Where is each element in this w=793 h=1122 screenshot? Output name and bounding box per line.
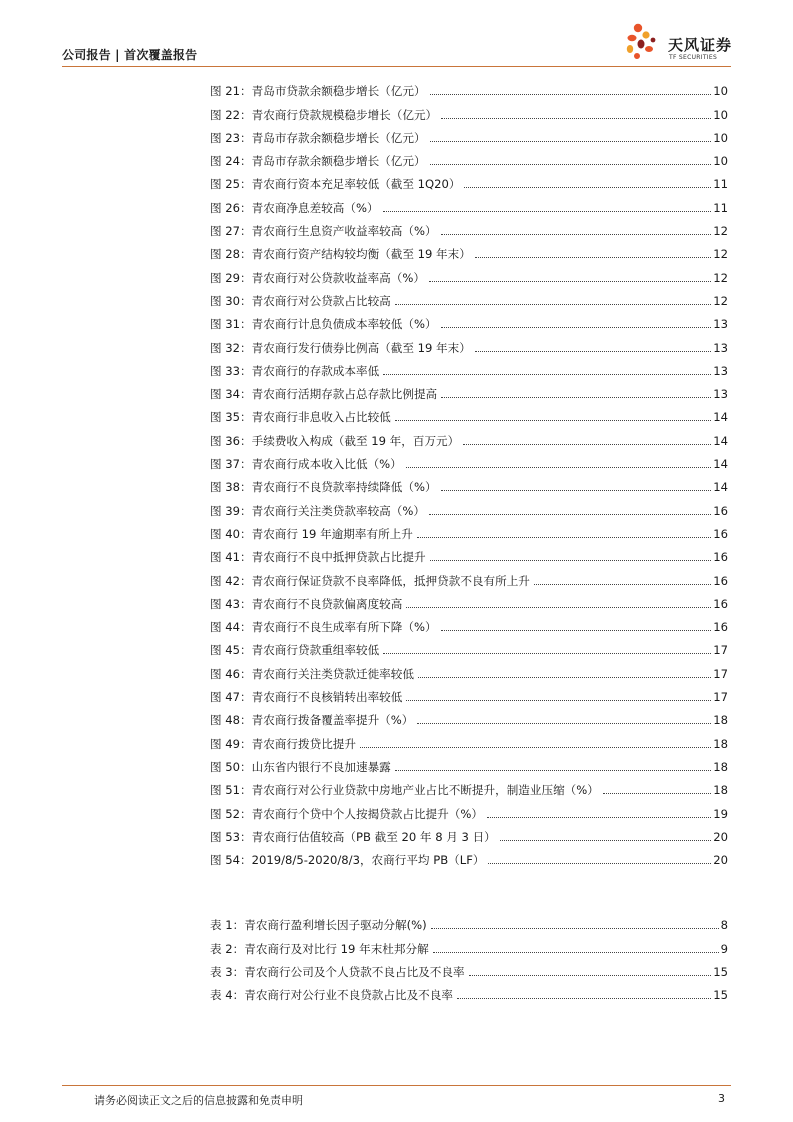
toc-dot-leader bbox=[603, 793, 711, 794]
toc-entry-page: 15 bbox=[713, 964, 728, 979]
toc-entry-label: 图 48：青农商行拨备覆盖率提升（%） bbox=[210, 713, 414, 728]
figure-toc-entry[interactable] bbox=[210, 332, 728, 355]
toc-entry-page: 10 bbox=[713, 154, 728, 169]
toc-dot-leader bbox=[430, 141, 712, 142]
toc-entry-label: 图 42：青农商行保证贷款不良率降低，抵押贷款不良有所上升 bbox=[210, 573, 530, 588]
toc-dot-leader bbox=[430, 164, 712, 165]
toc-entry-page: 13 bbox=[713, 387, 728, 402]
brand-name-en: TF SECURITIES bbox=[669, 54, 718, 61]
toc-entry-label: 表 3：青农商行公司及个人贷款不良占比及不良率 bbox=[210, 964, 465, 979]
toc-dot-leader bbox=[441, 490, 712, 491]
toc-dot-leader bbox=[431, 928, 719, 929]
toc-entry-label: 图 53：青农商行估值较高（PB 截至 20 年 8 月 3 日） bbox=[210, 829, 496, 844]
toc-entry-page: 17 bbox=[713, 666, 728, 681]
figure-toc-entry[interactable] bbox=[210, 845, 728, 868]
toc-dot-leader bbox=[383, 653, 711, 654]
toc-entry-page: 16 bbox=[713, 526, 728, 541]
toc-dot-leader bbox=[441, 327, 712, 328]
toc-dot-leader bbox=[500, 840, 711, 841]
toc-entry-label: 图 40：青农商行 19 年逾期率有所上升 bbox=[210, 526, 413, 541]
toc-entry-label: 图 35：青农商行非息收入占比较低 bbox=[210, 410, 391, 425]
toc-entry-label: 图 51：青农商行对公行业贷款中房地产业占比不断提升，制造业压缩（%） bbox=[210, 783, 599, 798]
toc-entry-label: 图 50：山东省内银行不良加速暴露 bbox=[210, 759, 391, 774]
toc-dot-leader bbox=[360, 747, 711, 748]
header-divider bbox=[62, 66, 731, 67]
toc-entry-label: 图 38：青农商行不良贷款率持续降低（%） bbox=[210, 480, 437, 495]
toc-dot-leader bbox=[475, 257, 711, 258]
figure-toc-entry[interactable] bbox=[210, 309, 728, 332]
toc-entry-page: 16 bbox=[713, 503, 728, 518]
toc-entry-label: 表 4：青农商行对公行业不良贷款占比及不良率 bbox=[210, 988, 453, 1003]
toc-entry-page: 17 bbox=[713, 690, 728, 705]
toc-dot-leader bbox=[395, 304, 711, 305]
page-number: 3 bbox=[718, 1092, 725, 1105]
toc-entry-page: 14 bbox=[713, 480, 728, 495]
brand-name-cn: 天风证券 bbox=[668, 36, 733, 54]
figure-toc-entry[interactable] bbox=[210, 146, 728, 169]
footer-divider bbox=[62, 1085, 731, 1086]
toc-dot-leader bbox=[418, 677, 711, 678]
toc-entry-page: 16 bbox=[713, 596, 728, 611]
toc-entry-page: 16 bbox=[713, 573, 728, 588]
figure-toc-entry[interactable] bbox=[210, 262, 728, 285]
figure-toc-entry[interactable] bbox=[210, 612, 728, 635]
toc-entry-label: 图 26：青农商净息差较高（%） bbox=[210, 200, 379, 215]
toc-entry-page: 10 bbox=[713, 107, 728, 122]
figure-toc-entry[interactable] bbox=[210, 542, 728, 565]
toc-dot-leader bbox=[488, 863, 711, 864]
toc-entry-label: 图 29：青农商行对公贷款收益率高（%） bbox=[210, 270, 425, 285]
toc-entry-label: 表 2：青农商行及对比行 19 年末杜邦分解 bbox=[210, 941, 429, 956]
toc-dot-leader bbox=[441, 234, 712, 235]
toc-dot-leader bbox=[406, 700, 711, 701]
toc-dot-leader bbox=[475, 351, 711, 352]
toc-entry-page: 10 bbox=[713, 130, 728, 145]
toc-entry-label: 图 41：青农商行不良中抵押贷款占比提升 bbox=[210, 550, 426, 565]
toc-entry-label: 图 52：青农商行个贷中个人按揭贷款占比提升（%） bbox=[210, 806, 483, 821]
table-index bbox=[210, 910, 728, 1003]
figure-toc-entry[interactable] bbox=[210, 752, 728, 775]
figure-toc-entry[interactable] bbox=[210, 99, 728, 122]
toc-entry-page: 12 bbox=[713, 247, 728, 262]
figure-toc-entry[interactable] bbox=[210, 658, 728, 681]
figure-toc-entry[interactable] bbox=[210, 123, 728, 146]
toc-entry-page: 14 bbox=[713, 410, 728, 425]
figure-toc-entry[interactable] bbox=[210, 775, 728, 798]
figure-toc-entry[interactable] bbox=[210, 425, 728, 448]
table-toc-entry[interactable] bbox=[210, 910, 728, 933]
toc-entry-label: 图 32：青农商行发行债券比例高（截至 19 年末） bbox=[210, 340, 471, 355]
toc-entry-page: 13 bbox=[713, 363, 728, 378]
toc-entry-label: 图 24：青岛市存款余额稳步增长（亿元） bbox=[210, 154, 426, 169]
toc-dot-leader bbox=[429, 514, 711, 515]
toc-entry-page: 11 bbox=[713, 177, 728, 192]
toc-entry-page: 11 bbox=[713, 200, 728, 215]
toc-entry-label: 图 23：青岛市存款余额稳步增长（亿元） bbox=[210, 130, 426, 145]
figure-toc-entry[interactable] bbox=[210, 169, 728, 192]
figure-toc-entry[interactable] bbox=[210, 495, 728, 518]
toc-entry-label: 图 46：青农商行关注类贷款迁徙率较低 bbox=[210, 666, 414, 681]
toc-dot-leader bbox=[441, 630, 712, 631]
figure-toc-entry[interactable] bbox=[210, 728, 728, 751]
toc-entry-label: 图 31：青农商行计息负债成本率较低（%） bbox=[210, 317, 437, 332]
toc-entry-page: 8 bbox=[720, 918, 728, 933]
toc-entry-page: 13 bbox=[713, 340, 728, 355]
figure-toc-entry[interactable] bbox=[210, 705, 728, 728]
toc-dot-leader bbox=[534, 584, 711, 585]
toc-entry-label: 图 33：青农商行的存款成本率低 bbox=[210, 363, 380, 378]
figure-toc-entry[interactable] bbox=[210, 472, 728, 495]
toc-entry-page: 15 bbox=[713, 988, 728, 1003]
toc-entry-page: 16 bbox=[713, 620, 728, 635]
figure-toc-entry[interactable] bbox=[210, 565, 728, 588]
toc-entry-page: 13 bbox=[713, 317, 728, 332]
toc-entry-label: 图 44：青农商行不良生成率有所下降（%） bbox=[210, 620, 437, 635]
figure-toc-entry[interactable] bbox=[210, 192, 728, 215]
figure-toc-entry[interactable] bbox=[210, 822, 728, 845]
toc-dot-leader bbox=[383, 374, 711, 375]
toc-entry-label: 表 1：青农商行盈利增长因子驱动分解(%) bbox=[210, 918, 427, 933]
toc-entry-page: 20 bbox=[713, 829, 728, 844]
toc-dot-leader bbox=[395, 770, 711, 771]
toc-entry-page: 10 bbox=[713, 84, 728, 99]
figure-toc-entry[interactable] bbox=[210, 239, 728, 262]
toc-entry-page: 18 bbox=[713, 759, 728, 774]
toc-entry-label: 图 21：青岛市贷款余额稳步增长（亿元） bbox=[210, 84, 426, 99]
toc-entry-page: 14 bbox=[713, 457, 728, 472]
toc-dot-leader bbox=[457, 998, 711, 999]
toc-dot-leader bbox=[430, 94, 712, 95]
toc-dot-leader bbox=[395, 420, 711, 421]
figure-toc-entry[interactable] bbox=[210, 286, 728, 309]
figure-toc-entry[interactable] bbox=[210, 682, 728, 705]
toc-entry-page: 19 bbox=[713, 806, 728, 821]
toc-entry-label: 图 37：青农商行成本收入比低（%） bbox=[210, 457, 402, 472]
toc-entry-label: 图 45：青农商行贷款重组率较低 bbox=[210, 643, 380, 658]
toc-entry-page: 12 bbox=[713, 293, 728, 308]
toc-entry-label: 图 30：青农商行对公贷款占比较高 bbox=[210, 293, 391, 308]
toc-entry-label: 图 39：青农商行关注类贷款率较高（%） bbox=[210, 503, 425, 518]
toc-dot-leader bbox=[464, 187, 711, 188]
toc-dot-leader bbox=[469, 975, 712, 976]
toc-entry-page: 16 bbox=[713, 550, 728, 565]
toc-dot-leader bbox=[430, 560, 712, 561]
figure-toc-entry[interactable] bbox=[210, 402, 728, 425]
toc-entry-page: 18 bbox=[713, 713, 728, 728]
toc-dot-leader bbox=[433, 952, 719, 953]
toc-dot-leader bbox=[406, 607, 711, 608]
toc-dot-leader bbox=[487, 817, 711, 818]
footer-disclaimer: 请务必阅读正文之后的信息披露和免责申明 bbox=[94, 1094, 303, 1107]
toc-entry-page: 18 bbox=[713, 736, 728, 751]
toc-dot-leader bbox=[417, 537, 711, 538]
brand-logo bbox=[622, 22, 734, 62]
figure-toc-entry[interactable] bbox=[210, 635, 728, 658]
figure-toc-entry[interactable] bbox=[210, 449, 728, 472]
table-toc-entry[interactable] bbox=[210, 933, 728, 956]
toc-entry-page: 9 bbox=[720, 941, 728, 956]
toc-entry-page: 14 bbox=[713, 433, 728, 448]
toc-entry-label: 图 43：青农商行不良贷款偏离度较高 bbox=[210, 596, 403, 611]
figure-toc-entry[interactable] bbox=[210, 589, 728, 612]
toc-entry-label: 图 22：青农商行贷款规模稳步增长（亿元） bbox=[210, 107, 438, 122]
table-toc-entry[interactable] bbox=[210, 980, 728, 1003]
report-type-header: 公司报告 | 首次覆盖报告 bbox=[62, 48, 198, 62]
toc-dot-leader bbox=[383, 211, 712, 212]
toc-dot-leader bbox=[463, 444, 711, 445]
toc-entry-label: 图 25：青农商行资本充足率较低（截至 1Q20） bbox=[210, 177, 461, 192]
figure-index bbox=[210, 76, 728, 868]
toc-entry-page: 17 bbox=[713, 643, 728, 658]
brand-flower-icon bbox=[622, 22, 664, 62]
toc-entry-label: 图 49：青农商行拨贷比提升 bbox=[210, 736, 356, 751]
toc-entry-page: 20 bbox=[713, 853, 728, 868]
toc-dot-leader bbox=[429, 281, 711, 282]
toc-entry-label: 图 47：青农商行不良核销转出率较低 bbox=[210, 690, 403, 705]
toc-entry-page: 12 bbox=[713, 224, 728, 239]
toc-entry-label: 图 54：2019/8/5-2020/8/3，农商行平均 PB（LF） bbox=[210, 853, 485, 868]
toc-entry-label: 图 36：手续费收入构成（截至 19 年，百万元） bbox=[210, 433, 460, 448]
toc-entry-label: 图 27：青农商行生息资产收益率较高（%） bbox=[210, 224, 437, 239]
toc-dot-leader bbox=[441, 118, 711, 119]
toc-entry-label: 图 34：青农商行活期存款占总存款比例提高 bbox=[210, 387, 438, 402]
toc-dot-leader bbox=[406, 467, 711, 468]
figure-toc-entry[interactable] bbox=[210, 356, 728, 379]
toc-dot-leader bbox=[417, 723, 711, 724]
toc-entry-label: 图 28：青农商行资产结构较均衡（截至 19 年末） bbox=[210, 247, 471, 262]
figure-toc-entry[interactable] bbox=[210, 798, 728, 821]
table-toc-entry[interactable] bbox=[210, 957, 728, 980]
figure-toc-entry[interactable] bbox=[210, 76, 728, 99]
toc-dot-leader bbox=[441, 397, 711, 398]
figure-toc-entry[interactable] bbox=[210, 216, 728, 239]
figure-toc-entry[interactable] bbox=[210, 519, 728, 542]
toc-entry-page: 18 bbox=[713, 783, 728, 798]
figure-toc-entry[interactable] bbox=[210, 379, 728, 402]
toc-entry-page: 12 bbox=[713, 270, 728, 285]
